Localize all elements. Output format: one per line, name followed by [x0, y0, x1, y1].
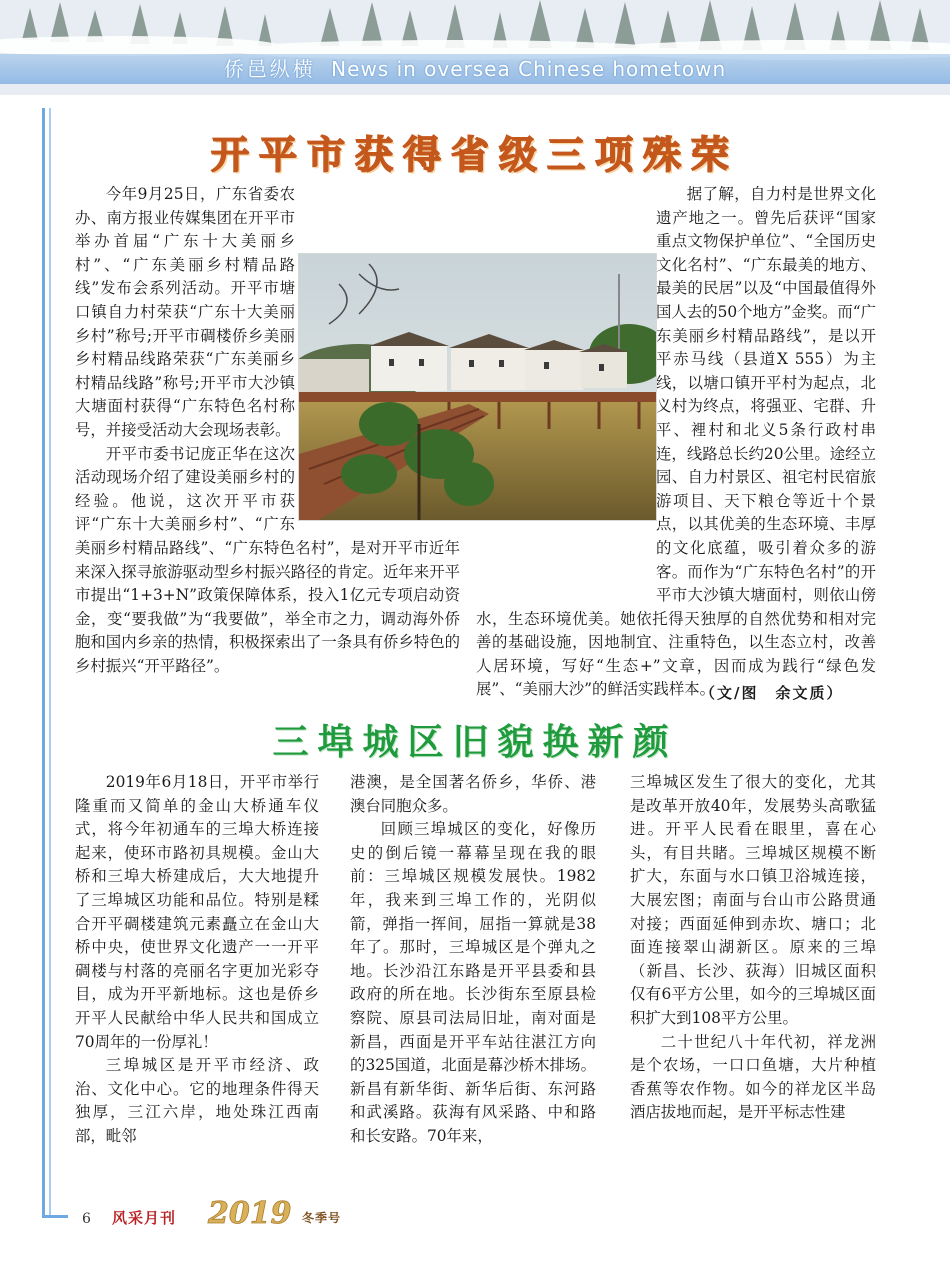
- article2-column-1: [75, 771, 319, 1149]
- article2-paragraph: 回顾三埠城区的变化，好像历史的倒后镜一幕幕呈现在我的眼前：三埠城区规模发展快。1982年，我来到三埠工作的，光阴似箭，弹指一挥间，屈指一算就是38年了。那时，三埠城区是个弹丸之地。长沙沿江东路是开平县委和县政府的所在地。长沙街东至原县检察院、原县司法局旧址，南对面是新昌，西面是开平车站往湛江方向的325国道，北面是幕沙桥木排场。新昌有新华街、新华后街、东河路和武溪路。荻海有风采路、中和路和长安路。70年来，: [350, 820, 596, 1145]
- village-diaolou-photo: [298, 253, 657, 521]
- article2-paragraph: 二十世纪八十年代初，祥龙洲是个农场，一口口鱼塘，大片种植香蕉等农作物。如今的祥龙区半岛酒店拔地而起，是开平标志性建: [630, 1032, 876, 1122]
- article2-column-3: [630, 771, 876, 1125]
- article1-right-paragraph: 据了解，自力村是世界文化遗产地之一。曾先后获评“国家重点文物保护单位”、“全国历史文化名村”、“广东最美的地方、最美的民居”以及“中国最值得外国人去的50个地方”金奖。而“广东美丽乡村精品路线”，是以开平赤马线（县道X 555）为主线，以塘口镇开平村为起点，北义村为终点，将强亚、宅群、升平、裡村和北义5条行政村串连，线路总长约20公里。途经立园、自力村景区、祖宅村民宿旅游项目、天下粮仓等近十个景点，以其优美的生态环境、丰厚的文化底蕴，吸引着众多的游客。而作为“广东特色名村”的开平市大沙镇大塘面村，则依山傍水，生态环境优美。她依托得天独厚的自然优势和相对完善的基础设施，因地制宜、注重特色，以生态立村，改善人居环境，写好“生态+”文章，因而成为践行“绿色发展”、“美丽大沙”的鲜活实践样本。: [476, 185, 877, 699]
- left-border-line: [42, 108, 45, 1218]
- article2-paragraph: 三埠城区发生了很大的变化，尤其是改革开放40年，发展势头高歌猛进。开平人民看在眼里，喜在心头，有目共睹。三埠城区规模不断扩大，东面与水口镇卫浴城连接，大展宏图；南面与台山市公路贯通对接；西面延伸到赤坎、塘口；北面连接翠山湖新区。原来的三埠（新昌、长沙、荻海）旧城区面积仅有6平方公里，如今的三埠城区面积扩大到108平方公里。: [630, 773, 876, 1027]
- article1-left-paragraph: 今年9月25日，广东省委农办、南方报业传媒集团在开平市举办首届“广东十大美丽乡村”、“广东美丽乡村精品路线”发布会系列活动。开平市塘口镇自力村荣获“广东十大美丽乡村”称号;开平市碉楼侨乡美丽乡村精品线路荣获“广东美丽乡村精品线路”称号;开平市大沙镇大塘面村获得“广东特色名村称号，并接受活动大会现场表彰。: [75, 185, 295, 439]
- page-number: 6: [82, 1211, 91, 1227]
- section-title-cn: 侨邑纵横: [223, 57, 316, 81]
- bottom-border-line: [42, 1215, 68, 1218]
- article2-column-2: [350, 771, 596, 1149]
- svg-text:2019: 2019: [208, 1196, 292, 1231]
- article1-title: 开平市获得省级三项殊荣: [210, 133, 739, 177]
- left-border-line-inner: [49, 108, 51, 1218]
- issue-season: 冬季号: [302, 1211, 342, 1225]
- article2-paragraph: 三埠城区是开平市经济、政治、文化中心。它的地理条件得天独厚，三江六岸，地处珠江西南部，毗邻: [75, 1056, 319, 1145]
- article2-title: 三埠城区旧貌换新颜: [272, 722, 678, 763]
- article1-byline: （文/图 余文质）: [700, 684, 844, 702]
- article2-paragraph: 港澳，是全国著名侨乡，华侨、港澳台同胞众多。: [350, 773, 596, 815]
- article1-left-paragraph: 开平市委书记庞正华在这次活动现场介绍了建设美丽乡村的经验。他说，这次开平市获评“广东十大美丽乡村”、“广东美丽乡村精品路线”、“广东特色名村”，是对开平市近年来深入探寻旅游驱动型乡村振兴路径的肯定。近年来开平市提出“1+3+N”政策保障体系，投入1亿元专项启动资金，变“要我做”为“我要做”，举全市之力，调动海外侨胞和国内乡亲的热情，积极探索出了一条具有侨乡特色的乡村振兴“开平路径”。: [75, 444, 460, 675]
- section-title-en: News in oversea Chinese hometown: [331, 57, 727, 81]
- magazine-name: 风采月刊: [112, 1209, 177, 1227]
- article2-paragraph: 2019年6月18日，开平市举行隆重而又简单的金山大桥通车仪式，将今年初通车的三埠大桥连接起来，使环市路初具规模。金山大桥和三埠大桥建成后，大大地提升了三埠城区功能和品位。特别是糅合开平碉楼建筑元素矗立在金山大桥中央，使世界文化遗产一一开平碉楼与村落的亮丽名字更加光彩夺目，成为开平新地标。这也是侨乡开平人民献给中华人民共和国成立70周年的一份厚礼！: [75, 773, 319, 1051]
- section-title: [0, 54, 950, 84]
- header-banner: [0, 0, 950, 95]
